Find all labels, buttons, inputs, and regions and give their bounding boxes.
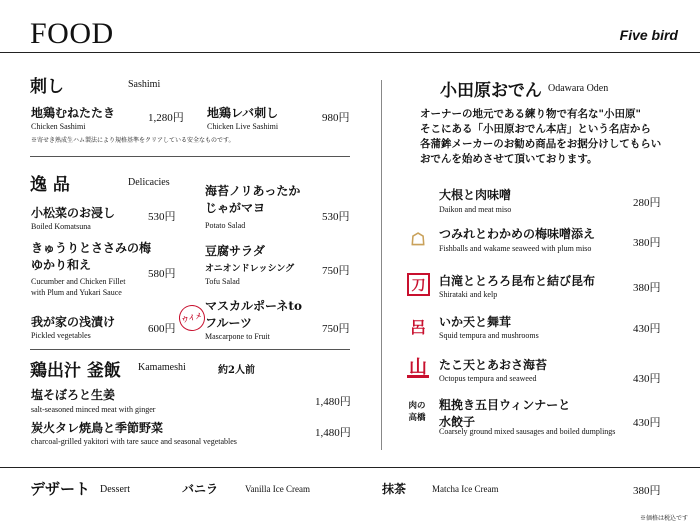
menu-item-name: 我が家の浅漬け	[31, 315, 116, 329]
menu-item-name: 大根と肉味噌	[439, 188, 512, 202]
menu-item-subtitle: オニオンドレッシング	[205, 264, 295, 274]
menu-item-name: バニラ	[182, 482, 219, 496]
page-title: FOOD	[30, 17, 114, 50]
menu-item-price: 750円	[322, 323, 350, 335]
menu-item-name-en: Chicken Sashimi	[31, 122, 86, 131]
recommend-badge-icon: ウイメ	[176, 302, 208, 334]
menu-item-name-en: Chicken Live Sashimi	[207, 122, 279, 131]
menu-item-name-en: Mascarpone to Fruit	[205, 332, 270, 341]
section-title-delicacies: 逸 品	[30, 175, 70, 195]
menu-item-name-en: Boiled Komatsuna	[31, 222, 91, 231]
menu-item-name: 抹茶	[382, 482, 407, 496]
maker-logo-icon: 山	[409, 357, 427, 378]
menu-item-name: 小松菜のお浸し	[31, 206, 116, 220]
menu-item-price: 380円	[633, 282, 661, 294]
menu-item-name: たこ天とあおさ海苔	[439, 358, 548, 372]
section-title-en: Dessert	[100, 484, 130, 495]
section-title-en: Delicacies	[128, 177, 170, 188]
tax-note: ※価格は税込です	[639, 515, 688, 522]
menu-item-name-en: Squid tempura and mushrooms	[439, 331, 539, 340]
menu-item-name-en: Cucumber and Chicken Fillet with Plum and Yukari Sauce	[31, 277, 126, 297]
menu-item-price: 980円	[322, 112, 350, 124]
section-title-en: Odawara Oden	[548, 83, 609, 94]
maker-logo-icon: 肉の 高橋	[408, 401, 426, 423]
menu-item-name: きゅうりとささみの梅 ゆかり和え	[31, 241, 152, 272]
menu-item-name: つみれとわかめの梅味噌添え	[439, 227, 596, 241]
menu-item-name-en: Octopus tempura and seaweed	[439, 374, 537, 383]
menu-item-name-en: Daikon and meat miso	[439, 205, 512, 214]
menu-item-name-en: salt-seasoned minced meat with ginger	[31, 405, 156, 414]
menu-item-price: 530円	[148, 211, 176, 223]
menu-item-price: 1,280円	[148, 112, 184, 124]
menu-item-price: 380円	[633, 237, 661, 249]
menu-item-name-en: Potato Salad	[205, 221, 246, 230]
menu-item-name: 地鶏レバ刺し	[207, 106, 279, 120]
menu-item-name-en: Vanilla Ice Cream	[245, 484, 310, 494]
menu-item-name-en: charcoal-grilled yakitori with tare sauce and seasonal vegetables	[31, 437, 237, 446]
dessert-divider	[0, 467, 700, 468]
menu-item-price: 530円	[322, 211, 350, 223]
menu-item-name-en: Pickled vegetables	[31, 331, 91, 340]
menu-item-name: 地鶏むねたたき	[31, 106, 116, 120]
menu-item-name: いか天と舞茸	[439, 315, 512, 329]
menu-item-name: マスカルポーネto フルーツ	[205, 299, 302, 330]
menu-item-name: 白滝ととろろ昆布と結び昆布	[439, 274, 596, 288]
section-divider	[30, 156, 350, 157]
menu-item-name-en: Matcha Ice Cream	[432, 484, 499, 494]
dessert-price: 380円	[633, 485, 661, 497]
menu-item-price: 580円	[148, 268, 176, 280]
menu-item-price: 600円	[148, 323, 176, 335]
column-divider	[381, 80, 382, 450]
menu-item-price: 750円	[322, 265, 350, 277]
maker-logo-icon: ☖	[410, 230, 426, 250]
menu-item-name-en: Fishballs and wakame seaweed with plum miso	[439, 244, 592, 253]
section-title-oden: 小田原おでん	[440, 81, 542, 101]
menu-item-name-en: Shirataki and kelp	[439, 290, 498, 299]
section-title-sashimi: 刺し	[30, 77, 64, 97]
sashimi-note: ※寄せき熟成生ハム製法により規格基準をクリアしている安全なものです。	[31, 137, 235, 144]
section-title-kamameshi: 鶏出汁 釜飯	[30, 361, 121, 381]
section-divider	[30, 349, 350, 350]
section-title-en: Kamameshi	[138, 362, 186, 373]
portion-label: 約2人前	[218, 365, 255, 376]
maker-logo-icon: 刀	[407, 273, 430, 296]
header-divider	[0, 52, 700, 53]
section-title-dessert: デザート	[30, 480, 91, 498]
menu-item-price: 1,480円	[315, 427, 351, 439]
menu-item-name: 塩そぼろと生姜	[31, 388, 116, 402]
menu-item-price: 280円	[633, 197, 661, 209]
menu-item-name: 海苔ノリあったか じゃがマヨ	[205, 184, 301, 215]
menu-item-name-en: Tofu Salad	[205, 277, 240, 286]
menu-item-name: 粗挽き五目ウィンナーと 水餃子	[439, 398, 571, 429]
menu-item-price: 430円	[633, 323, 661, 335]
menu-item-price: 430円	[633, 373, 661, 385]
menu-item-price: 430円	[633, 417, 661, 429]
section-title-en: Sashimi	[128, 79, 161, 90]
oden-description: オーナーの地元である練り物で有名な"小田原" そこにある「小田原おでん本店」という名店から 各蒲鉾メーカーのお勧め商品をお据分けしてもらい おでんを始めさせて頂いております。	[420, 108, 662, 165]
menu-item-price: 1,480円	[315, 396, 351, 408]
menu-item-name-en: Coarsely ground mixed sausages and boiled dumplings	[439, 427, 616, 436]
menu-item-name: 豆腐サラダ	[205, 244, 265, 258]
brand-logo: Five bird	[619, 27, 678, 43]
menu-item-name: 炭火タレ焼鳥と季節野菜	[31, 421, 164, 435]
maker-logo-icon: 呂	[409, 317, 426, 337]
